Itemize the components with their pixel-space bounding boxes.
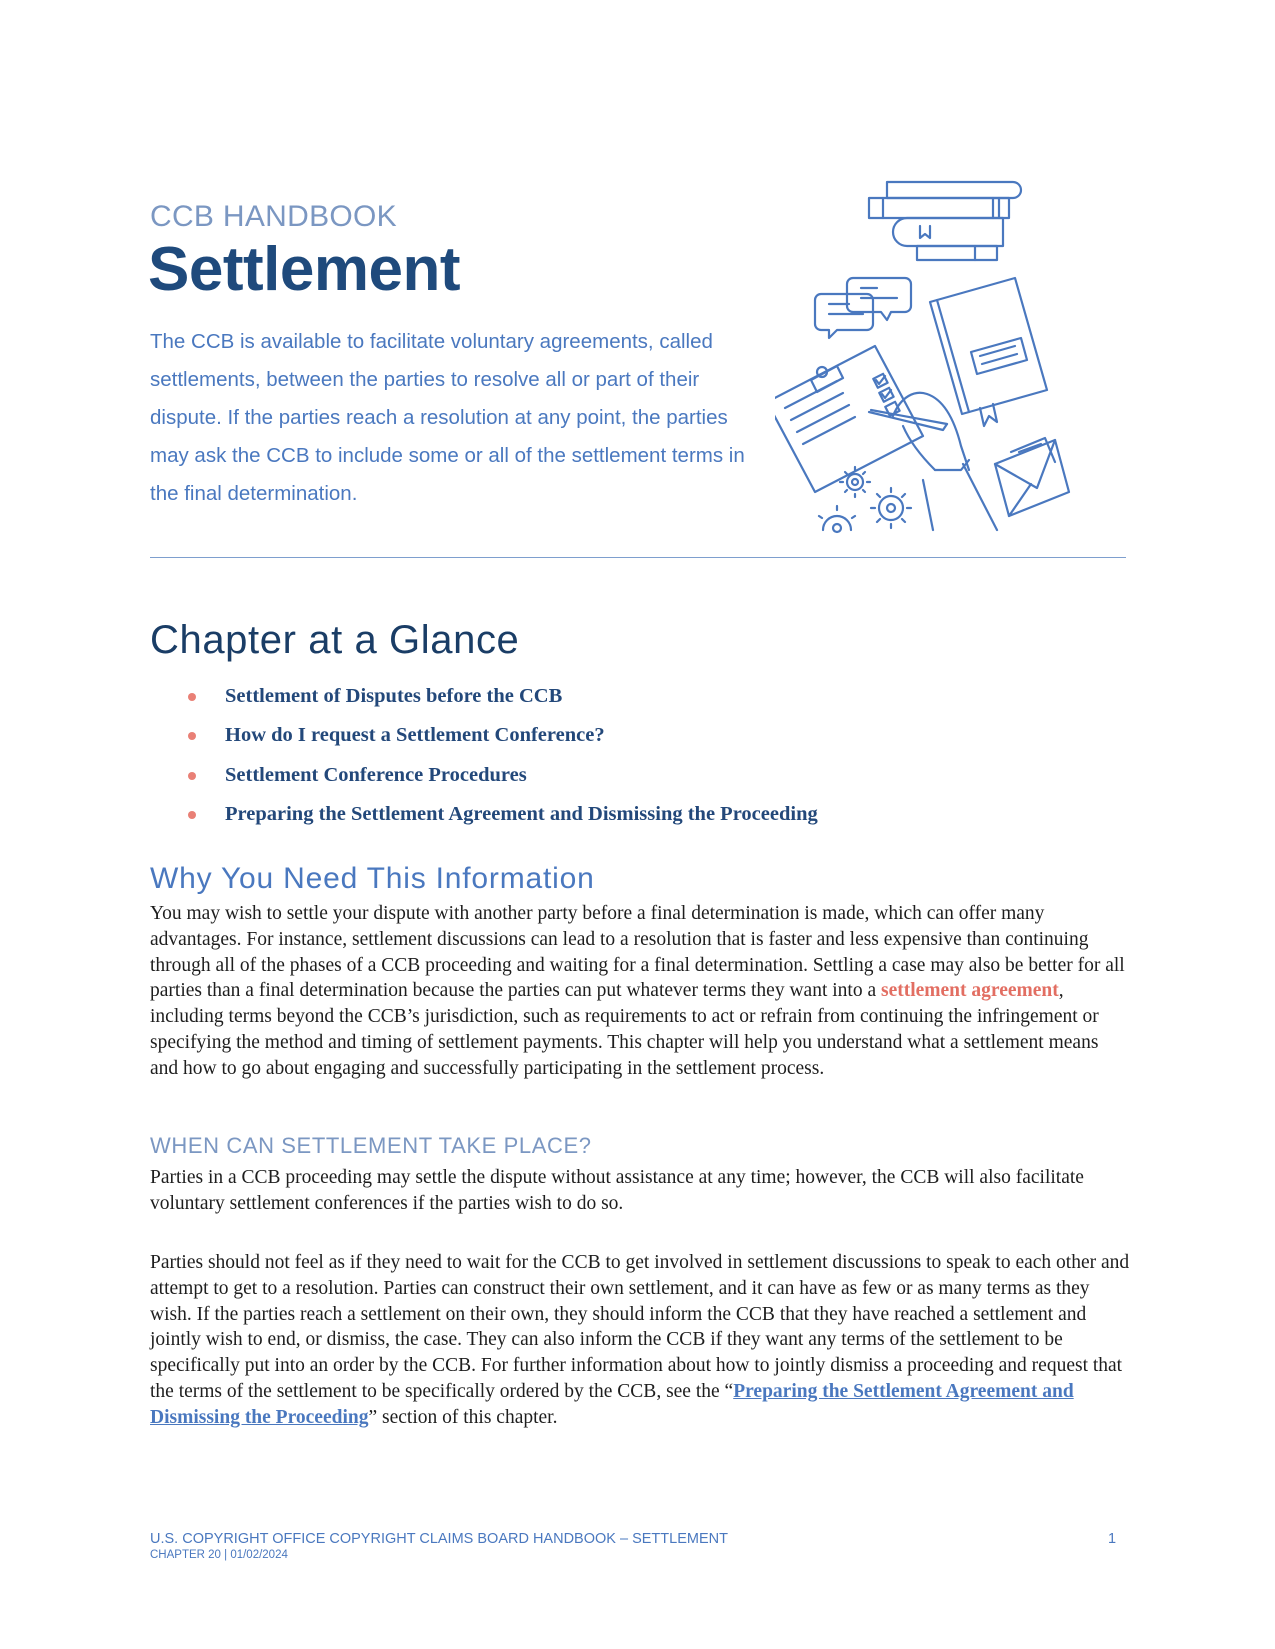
intro-paragraph: The CCB is available to facilitate voluntary agreements, called settlements, between the parties to resolve all or part of their dispute. If the parties reach a resolution at any point, the parties may ask the CCB to include some or all of the settlement terms in the final determination. bbox=[150, 330, 745, 505]
handbook-kicker: CCB HANDBOOK bbox=[150, 200, 397, 233]
page-number: 1 bbox=[1108, 1531, 1117, 1547]
chat-bubbles-icon bbox=[815, 278, 911, 338]
why-paragraph bbox=[150, 901, 1130, 1082]
when-paragraph-2 bbox=[150, 1250, 1130, 1431]
when-text-end: ” section of this chapter. bbox=[368, 1406, 558, 1428]
bullet-icon bbox=[188, 693, 196, 701]
toc-item-label: Settlement of Disputes before the CCB bbox=[225, 685, 563, 707]
toc-item[interactable] bbox=[150, 716, 818, 755]
section-divider bbox=[150, 557, 1126, 558]
when-paragraph-1: Parties in a CCB proceeding may settle the dispute without assistance at any time; however, the CCB will also facilitate voluntary settlement conferences if the parties wish to do so. bbox=[150, 1167, 1084, 1214]
notebook-icon bbox=[930, 278, 1047, 426]
toc-item-label: Settlement Conference Procedures bbox=[225, 763, 527, 786]
toc-item-label: Preparing the Settlement Agreement and Dismissing the Proceeding bbox=[225, 802, 818, 825]
footer-title: U.S. COPYRIGHT OFFICE COPYRIGHT CLAIMS BOARD HANDBOOK – SETTLEMENT bbox=[150, 1531, 728, 1547]
bullet-icon bbox=[188, 772, 196, 780]
when-heading: WHEN CAN SETTLEMENT TAKE PLACE? bbox=[150, 1133, 592, 1158]
chapter-toc bbox=[150, 677, 818, 834]
page-title: Settlement bbox=[148, 235, 460, 304]
books-icon bbox=[869, 182, 1021, 260]
bullet-icon bbox=[188, 811, 196, 819]
toc-item[interactable] bbox=[150, 677, 818, 716]
toc-item-label: How do I request a Settlement Conference? bbox=[225, 724, 605, 747]
toc-item[interactable] bbox=[150, 795, 818, 834]
why-text-end: , including terms beyond the CCB’s jurisdiction, such as requirements to act or refrain from continuing the infringement or specifying the method and timing of settlement payments. This chapter will help you understand what a settlement means and how to go about engaging and successfully participating in the settlement process. bbox=[150, 980, 1099, 1079]
gears-icon bbox=[819, 467, 911, 532]
glossary-term-link[interactable]: settlement agreement bbox=[880, 980, 1059, 1002]
why-heading: Why You Need This Information bbox=[150, 862, 595, 895]
footer-chapter-date: CHAPTER 20 | 01/02/2024 bbox=[150, 1549, 288, 1561]
chapter-at-a-glance-heading: Chapter at a Glance bbox=[150, 618, 520, 662]
toc-item[interactable] bbox=[150, 756, 818, 795]
bullet-icon bbox=[188, 732, 196, 740]
why-text-start: You may wish to settle your dispute with another party before a final determination is made, which can offer many advantages. For instance, settlement discussions can lead to a resolution that is faster and less expensive than continuing through all of the phases of a CCB proceeding and waiting for a final determination. Settling a case may also be better for all parties than a final determination because the parties can put whatever terms they want into a bbox=[150, 903, 1125, 1002]
envelope-icon bbox=[995, 438, 1069, 516]
when-text-start: Parties should not feel as if they need to wait for the CCB to get involved in settlement discussions to speak to each other and attempt to get to a resolution. Parties can construct their own settlement, and it can have as few or as many terms as they wish. If the parties reach a settlement on their own, they should inform the CCB that they have reached a settlement and jointly wish to end, or dismiss, the case. They can also inform the CCB if they want any terms of the settlement to be specifically put into an order by the CCB. For further information about how to jointly dismiss a proceeding and request that the terms of the settlement to be specifically ordered by the CCB, see the “ bbox=[150, 1252, 1130, 1402]
section-link[interactable]: Preparing the Settlement Agreement and Dismissing the Proceeding bbox=[150, 1380, 1074, 1428]
settlement-illustration bbox=[775, 180, 1135, 556]
